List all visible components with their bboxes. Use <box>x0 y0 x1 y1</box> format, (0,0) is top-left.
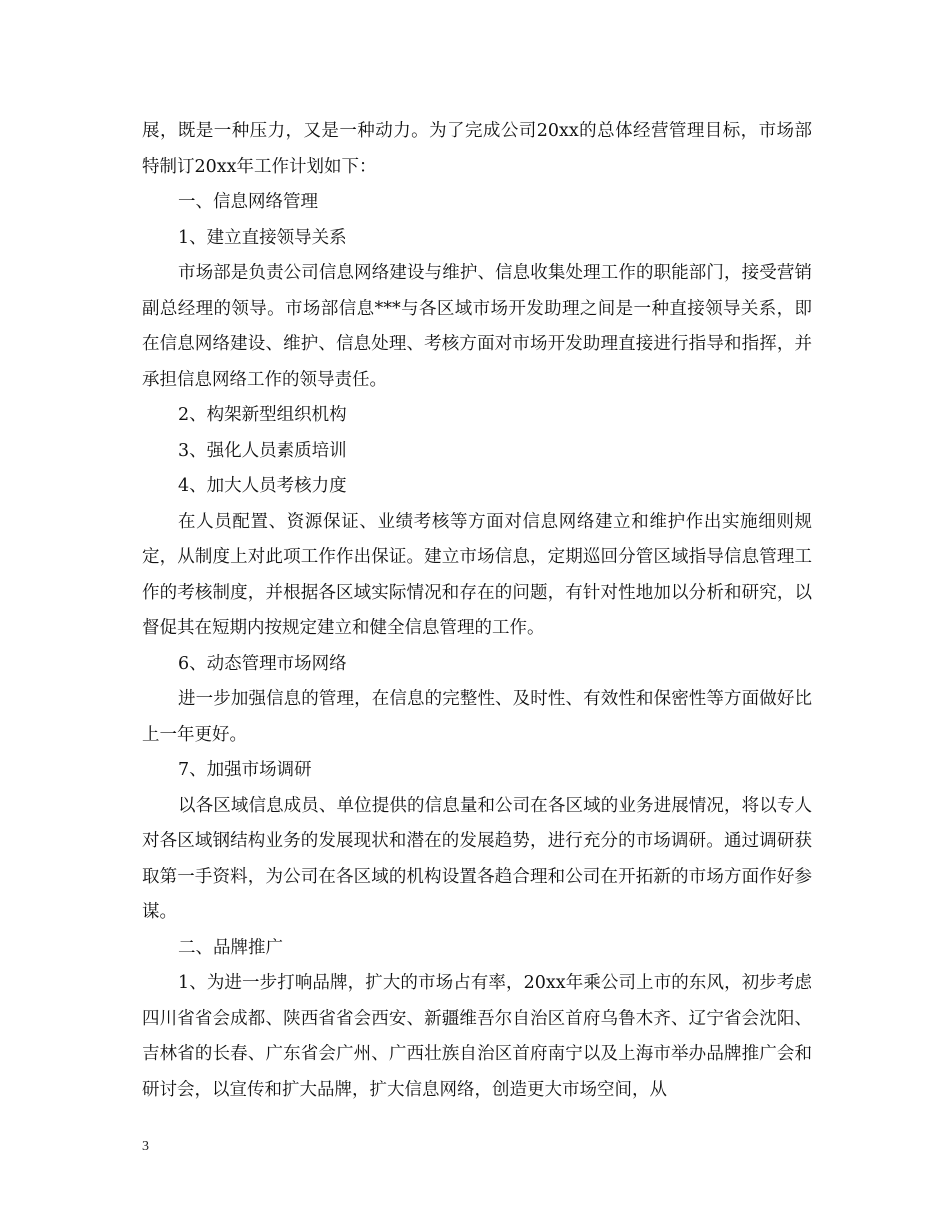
page-number: 3 <box>142 1139 149 1154</box>
document-body <box>142 114 812 1108</box>
subsection-heading: 3、强化人员素质培训 <box>178 440 347 461</box>
body-paragraph: 市场部是负责公司信息网络建设与维护、信息收集处理工作的职能部门，接受营销副总经理的领导。市场部信息***与各区域市场开发助理之间是一种直接领导关系，即在信息网络建设、维护、信息处理、考核方面对市场开发助理直接进行指导和指挥，并承担信息网络工作的领导责任。 <box>142 263 812 390</box>
section-heading: 一、信息网络管理 <box>178 192 318 212</box>
subsection-heading: 7、加强市场调研 <box>178 760 312 780</box>
body-paragraph: 在人员配置、资源保证、业绩考核等方面对信息网络建立和维护作出实施细则规定，从制度上对此项工作作出保证。建立市场信息，定期巡回分管区域指导信息管理工作的考核制度，并根据各区域实际情况和存在的问题，有针对性地加以分析和研究，以督促其在短期内按规定建立和健全信息管理的工作。 <box>142 511 812 638</box>
section-heading: 二、品牌推广 <box>178 937 283 958</box>
subsection-heading: 2、构架新型组织机构 <box>178 405 347 425</box>
body-paragraph: 以各区域信息成员、单位提供的信息量和公司在各区域的业务进展情况，将以专人对各区域钢结构业务的发展现状和潜在的发展趋势，进行充分的市场调研。通过调研获取第一手资料，为公司在各区域的机构设置各趋合理和公司在开拓新的市场方面作好参谋。 <box>142 795 812 922</box>
body-paragraph: 1、为进一步打响品牌，扩大的市场占有率，20xx年乘公司上市的东风，初步考虑四川省省会成都、陕西省省会西安、新疆维吾尔自治区首府乌鲁木齐、辽宁省会沈阳、吉林省的长春、广东省会广州、广西壮族自治区首府南宁以及上海市举办品牌推广会和研讨会，以宣传和扩大品牌，扩大信息网络，创造更大市场空间，从 <box>142 973 812 1100</box>
body-paragraph: 展，既是一种压力，又是一种动力。为了完成公司20xx的总体经营管理目标，市场部特制订20xx年工作计划如下： <box>142 121 812 177</box>
body-paragraph: 进一步加强信息的管理，在信息的完整性、及时性、有效性和保密性等方面做好比上一年更好。 <box>142 689 812 745</box>
subsection-heading: 6、动态管理市场网络 <box>178 653 347 674</box>
subsection-heading: 4、加大人员考核力度 <box>178 476 347 496</box>
subsection-heading: 1、建立直接领导关系 <box>178 227 347 248</box>
